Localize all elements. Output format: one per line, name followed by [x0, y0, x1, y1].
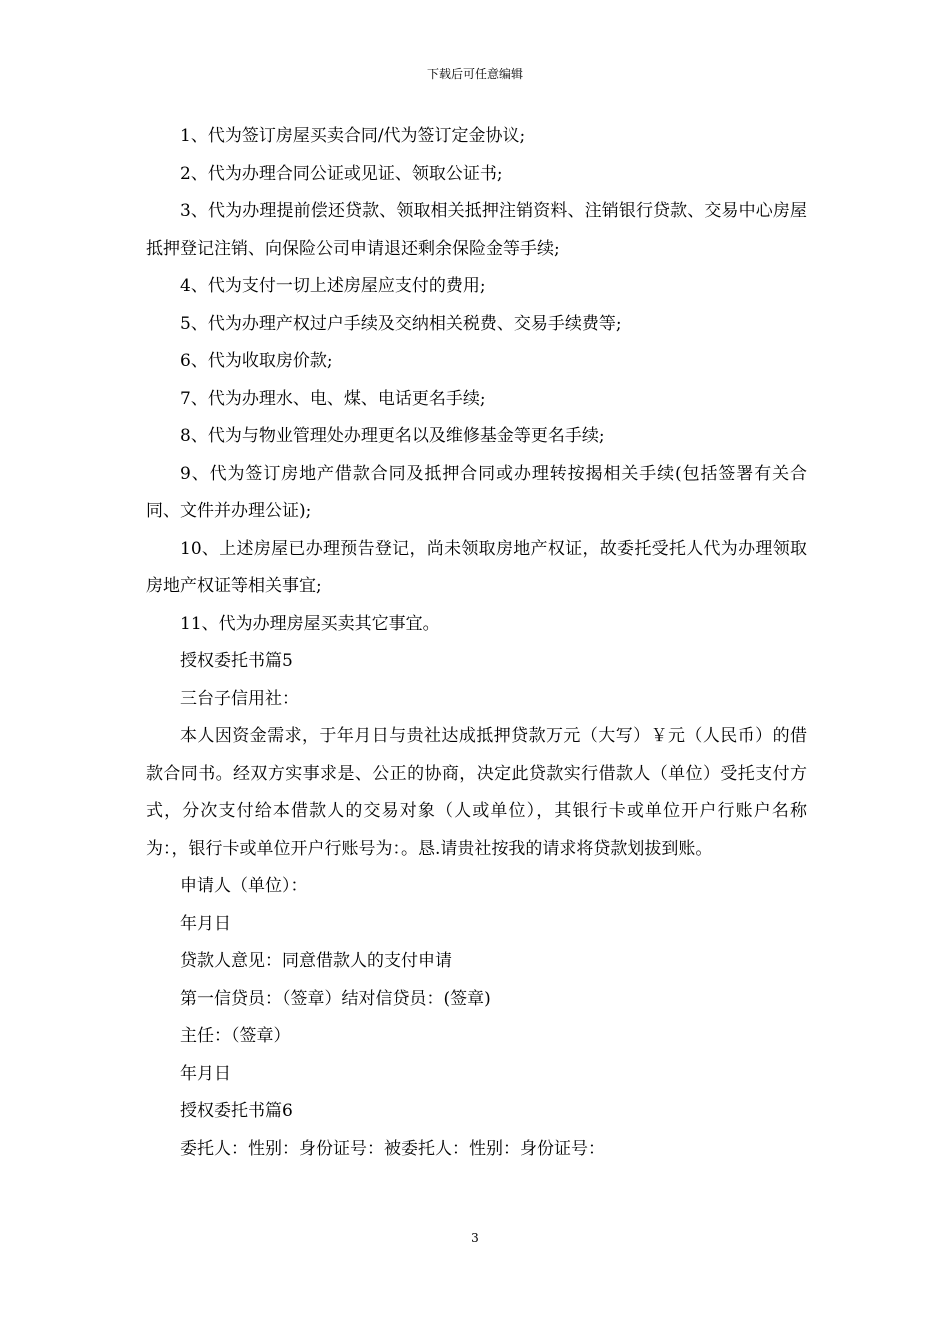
- page-header: 下载后可任意编辑: [426, 67, 523, 81]
- paragraph: 5、代为办理产权过户手续及交纳相关税费、交易手续费等;: [180, 313, 622, 334]
- paragraph: 3、代为办理提前偿还贷款、领取相关抵押注销资料、注销银行贷款、交易中心房屋抵押登记注销、向保险公司申请退还剩余保险金等手续;: [146, 201, 807, 259]
- applicant-line: 申请人（单位）：: [180, 876, 308, 896]
- section-title: 授权委托书篇6: [180, 1101, 293, 1121]
- paragraph: 7、代为办理水、电、煤、电话更名手续;: [180, 388, 486, 409]
- date-line: 年月日: [180, 913, 231, 934]
- page-number: 3: [471, 1231, 479, 1245]
- section-title: 授权委托书篇5: [180, 651, 293, 671]
- paragraph: 11、代为办理房屋买卖其它事宜。: [180, 613, 440, 634]
- date-line: 年月日: [180, 1063, 231, 1084]
- paragraph: 2、代为办理合同公证或见证、领取公证书;: [180, 163, 503, 184]
- paragraph: 9、代为签订房地产借款合同及抵押合同或办理转按揭相关手续(包括签署有关合同、文件并办理公证);: [146, 463, 807, 521]
- document-body: [146, 118, 807, 1168]
- paragraph: 6、代为收取房价款;: [180, 351, 333, 371]
- paragraph: 本人因资金需求，于年月日与贵社达成抵押贷款万元（大写）￥元（人民币）的借款合同书。经双方实事求是、公正的协商，决定此贷款实行借款人（单位）受托支付方式，分次支付给本借款人的交易对象（人或单位），其银行卡或单位开户行账户名称为：，银行卡或单位开户行账号为：。恳.请贵社按我的请求将贷款划拔到账。: [146, 726, 807, 859]
- principal-info-line: 委托人：性别：身份证号：被委托人：性别：身份证号：: [180, 1138, 605, 1159]
- paragraph: 1、代为签订房屋买卖合同/代为签订定金协议;: [180, 126, 526, 146]
- paragraph: 10、上述房屋已办理预告登记，尚未领取房地产权证，故委托受托人代为办理领取房地产权证等相关事宜;: [146, 538, 807, 596]
- paragraph: 8、代为与物业管理处办理更名以及维修基金等更名手续;: [180, 426, 605, 446]
- paragraph: 4、代为支付一切上述房屋应支付的费用;: [180, 276, 486, 296]
- director-signature-line: 主任：（签章）: [180, 1026, 291, 1046]
- loan-officer-signature-line: 第一信贷员：（签章）结对信贷员：(签章): [180, 988, 491, 1009]
- lender-opinion-line: 贷款人意见：同意借款人的支付申请: [180, 951, 452, 971]
- addressee: 三台子信用社：: [180, 688, 299, 709]
